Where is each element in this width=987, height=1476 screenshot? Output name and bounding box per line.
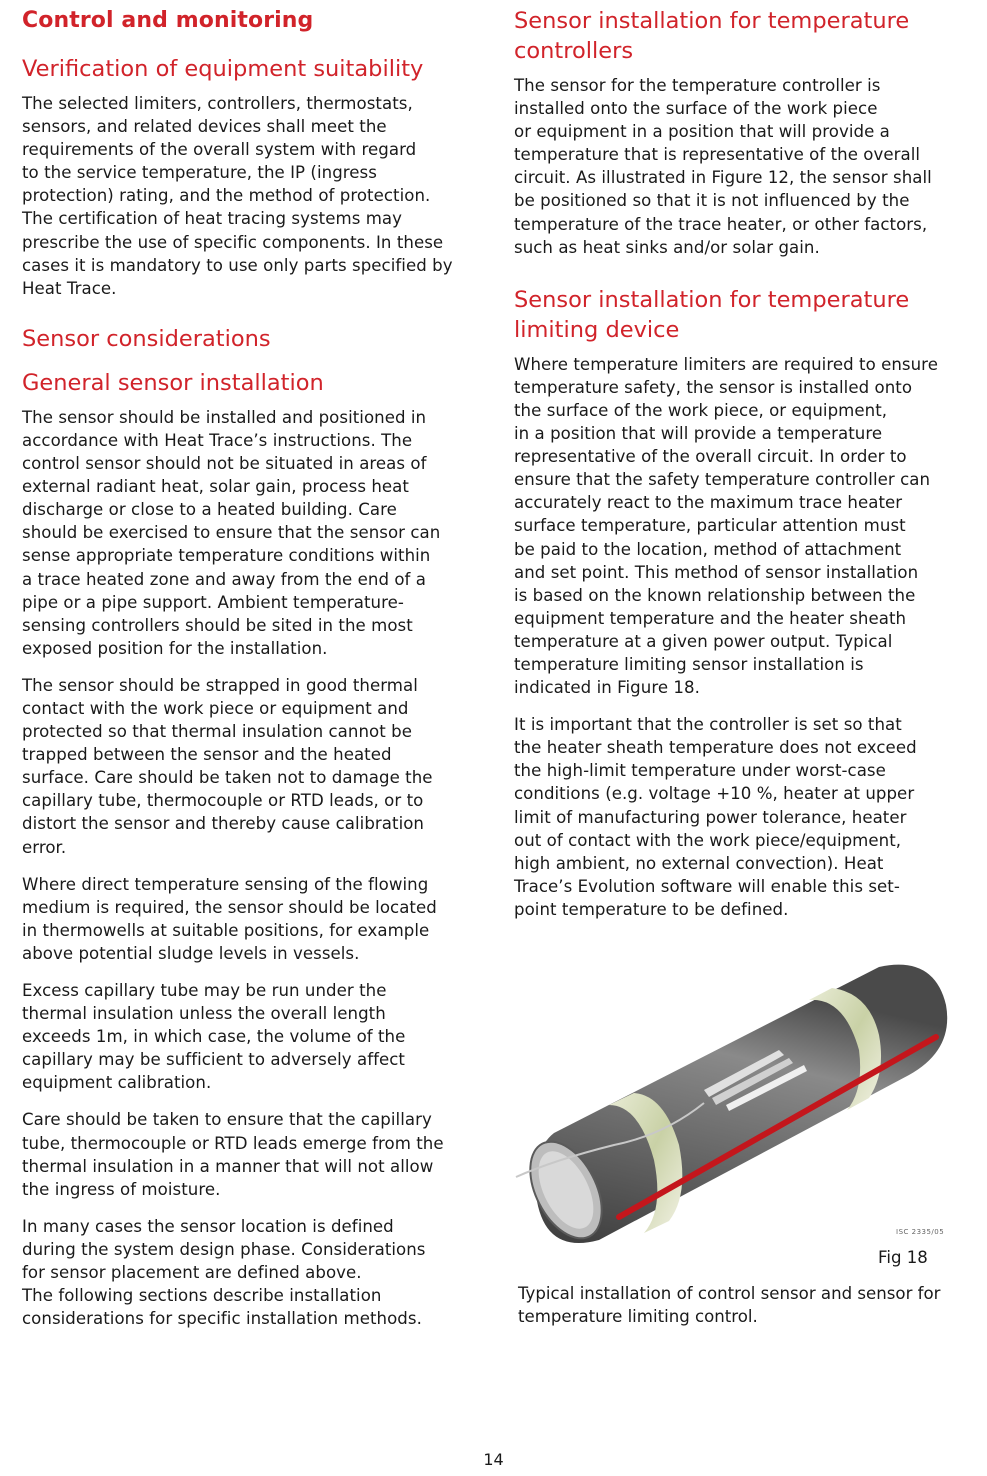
paragraph-general-5: Care should be taken to ensure that the capillary tube, thermocouple or RTD leads emerge from the thermal insulation in a manner that will not allow the ingress of moisture. bbox=[22, 1110, 444, 1199]
paragraph-limiting-1: Where temperature limiters are required to ensure temperature safety, the sensor is installed onto the surface of the work piece, or equipment, in a position that will provide a temperature representative of the overall circuit. In order to ensure that the safety temperature controller can accurately react to the maximum trace heater surface temperature, particular attention must be paid to the location, method of attachment and set point. This method of sensor installation is based on the known relationship between the equipment temperature and the heater sheath temperature at a given power output. Typical temperature limiting sensor installation is indicated in Figure 18. bbox=[514, 354, 938, 698]
heading-sensor-limiting: Sensor installation for temperature limiting device bbox=[514, 286, 910, 343]
figure-caption: Typical installation of control sensor and sensor for temperature limiting control. bbox=[518, 1284, 941, 1327]
paragraph-verification: The selected limiters, controllers, thermostats, sensors, and related devices shall meet the requirements of the overall system with regard to the service temperature, the IP (ingress protection) rating, and the method of protection. The certification of heat tracing systems may prescribe the use of specific components. In these cases it is mandatory to use only parts specified by Heat Trace. bbox=[22, 94, 453, 298]
paragraph-limiting-2: It is important that the controller is set so that the heater sheath temperature does not exceed the high-limit temperature under worst-case conditions (e.g. voltage +10 %, heater at upper limit of manufacturing power tolerance, heater out of contact with the work piece/equipment, high ambient, no external convection). Heat Trace’s Evolution software will enable this set- point temperature to be defined. bbox=[514, 715, 917, 919]
heading-verification: Verification of equipment suitability bbox=[22, 56, 424, 82]
heading-sensor-controllers: Sensor installation for temperature controllers bbox=[514, 8, 910, 64]
paragraph-general-6: In many cases the sensor location is defined during the system design phase. Considerations for sensor placement are defined above. The following sections describe installation considerations for specific installation methods. bbox=[22, 1216, 426, 1329]
figure-code: ISC 2335/05 bbox=[896, 1228, 945, 1236]
heading-general-sensor-installation: General sensor installation bbox=[22, 369, 324, 396]
figure-label: Fig 18 bbox=[878, 1248, 928, 1267]
paragraph-general-4: Excess capillary tube may be run under the thermal insulation unless the overall length exceeds 1m, in which case, the volume of the capillary may be sufficient to adversely affect equipment calibration. bbox=[22, 981, 406, 1093]
paragraph-controllers: The sensor for the temperature controller is installed onto the surface of the work piece or equipment in a position that will provide a temperature that is representative of the overall circuit. As illustrated in Figure 12, the sensor shall be positioned so that it is not influenced by the temperature of the trace heater, or other factors, such as heat sinks and/or solar gain. bbox=[514, 76, 932, 257]
left-column bbox=[22, 0, 470, 1330]
pipe-sensor-illustration bbox=[514, 955, 954, 1245]
paragraph-general-3: Where direct temperature sensing of the flowing medium is required, the sensor should be located in thermowells at suitable positions, for example above potential sludge levels in vessels. bbox=[22, 874, 437, 963]
page-number: 14 bbox=[483, 1450, 504, 1469]
section-title: Control and monitoring bbox=[22, 8, 314, 33]
heading-sensor-considerations: Sensor considerations bbox=[22, 325, 271, 352]
paragraph-general-1: The sensor should be installed and positioned in accordance with Heat Trace’s instructions. The control sensor should not be situated in areas of external radiant heat, solar gain, process heat discharge or close to a heated building. Care should be exercised to ensure that the sensor can sense appropriate temperature conditions within a trace heated zone and away from the end of a pipe or a pipe support. Ambient temperature- sensing controllers should be sited in the most exposed position for the installation. bbox=[22, 407, 441, 658]
paragraph-general-2: The sensor should be strapped in good thermal contact with the work piece or equipment and protected so that thermal insulation cannot be trapped between the sensor and the heated surface. Care should be taken not to damage the capillary tube, thermocouple or RTD leads, or to distort the sensor and thereby cause calibration error. bbox=[22, 675, 433, 857]
right-column bbox=[514, 0, 964, 921]
